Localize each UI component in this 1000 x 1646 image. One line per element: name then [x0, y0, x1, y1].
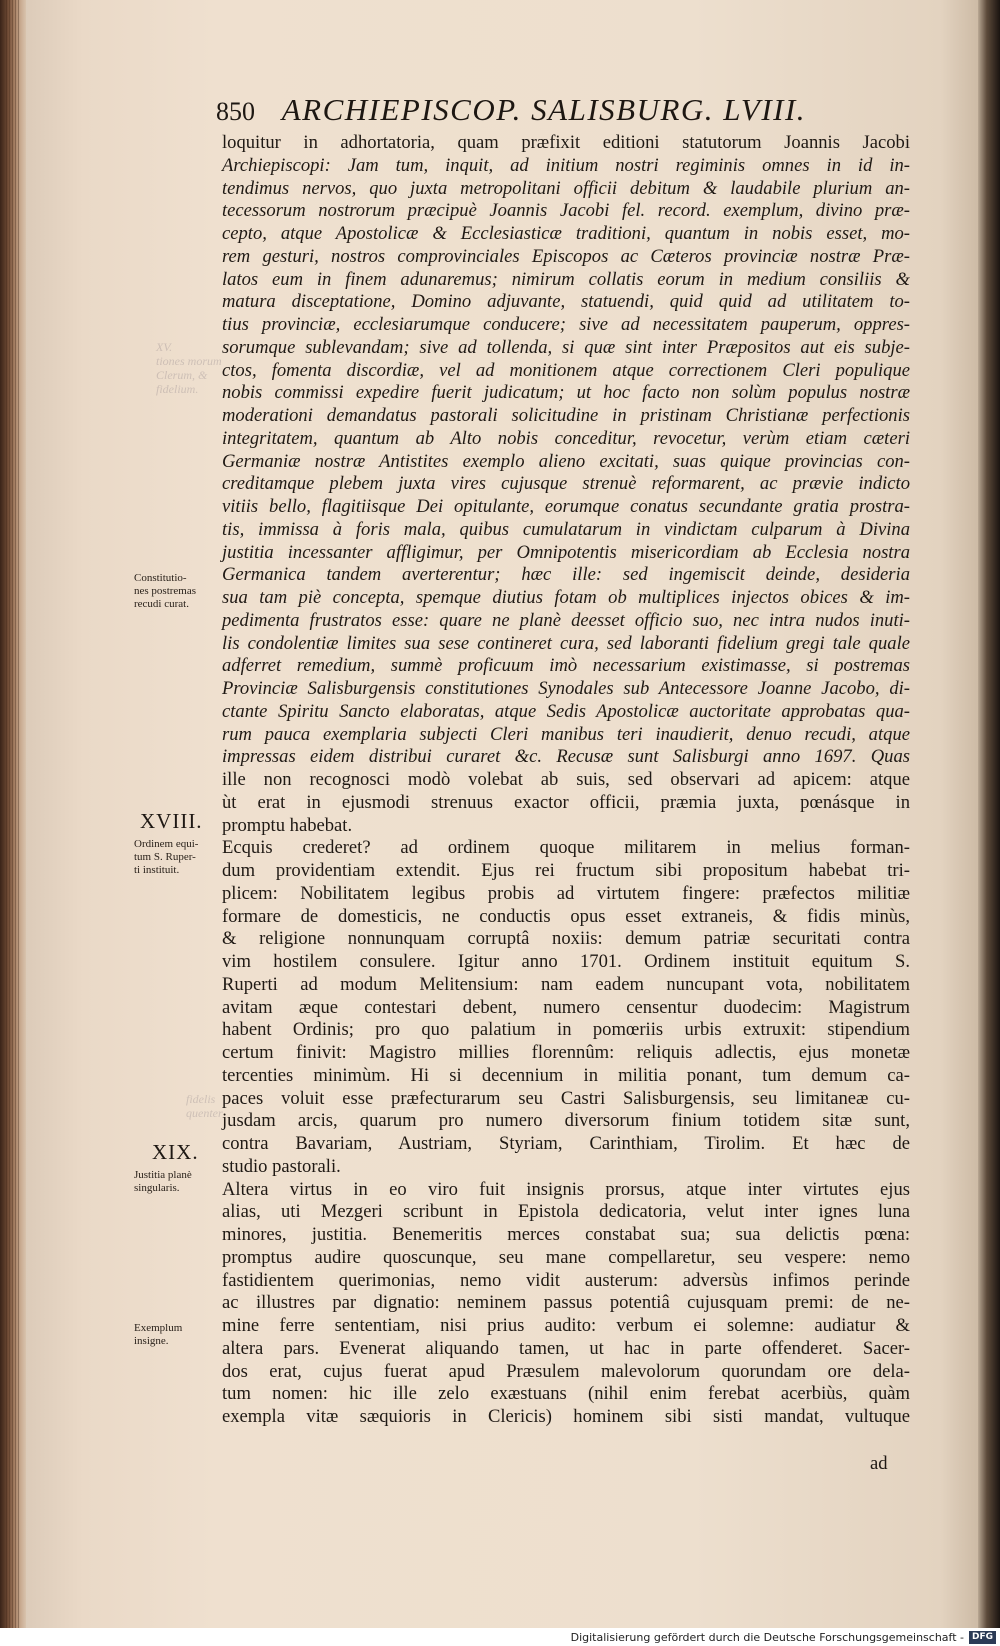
margin-note-line: Ordinem equi-	[134, 838, 199, 850]
text-line: tendimus nervos, quo juxta metropolitani officii debitum & laudabile plurium an-	[222, 177, 910, 199]
bleed-through-text: fidelis quenter	[186, 1092, 223, 1120]
text-line: impressas eidem distribui curaret &c. Recusæ sunt Salisburgi anno 1697. Quas	[222, 746, 910, 768]
text-line: lis condolentiæ limites sua sese contineret cura, sed laboranti fidelium gregi tale quale	[222, 632, 910, 654]
text-line: justitia incessanter affligimur, per Omnipotentis misericordiam ab Ecclesia nostra	[222, 541, 910, 563]
text-line: certum finivit: Magistro millies florennûm: reliquis adlectis, ejus monetæ	[222, 1042, 910, 1063]
text-line: Germanica tandem averterentur; hæc ille: sed ingemiscit deinde, desideria	[222, 564, 910, 586]
margin-note-line: tum S. Ruper-	[134, 851, 196, 863]
catchword: ad	[870, 1453, 888, 1474]
text-line: Germaniæ nostræ Antistites exemplo alieno excitati, suas quique provincias con-	[222, 450, 910, 472]
margin-note-line: recudi curat.	[134, 598, 189, 610]
dfg-logo-icon: DFG	[969, 1631, 996, 1644]
margin-note-line: singularis.	[134, 1182, 180, 1194]
margin-note-line: insigne.	[134, 1335, 169, 1347]
text-line: dos erat, cujus fuerat apud Præsulem malevolorum quorundam ore dela-	[222, 1360, 910, 1382]
text-line: tius provinciæ, ecclesiarumque conducere; sive ad necessitatem pauperum, oppres-	[222, 314, 910, 335]
footer-bar	[0, 1628, 1000, 1646]
margin-note-line: Exemplum	[134, 1322, 183, 1334]
text-line: tercenties minimùm. Hi si decennium in militia ponant, tum demum ca-	[222, 1064, 910, 1086]
margin-note-line: ti instituit.	[134, 864, 180, 876]
text-line: rem gesturi, nostros comprovinciales Episcopos ac Cæteros provinciæ nostræ Præ-	[222, 245, 910, 267]
text-line: Altera virtus in eo viro fuit insignis prorsus, atque inter virtutes ejus	[222, 1178, 910, 1200]
margin-note-line: Justitia planè	[134, 1169, 192, 1181]
text-line: matura disceptatione, Domino adjuvante, statuendi, quid quid ad utilitatem to-	[222, 291, 910, 313]
text-line: mine ferre sententiam, nisi prius audito: verbum ei solemne: audiatur &	[222, 1315, 910, 1336]
running-header	[216, 92, 816, 132]
bleed-through-text: XV. tiones morum Clerum, & fidelium.	[156, 340, 222, 396]
text-line: dum providentiam extendit. Ejus rei fructum sibi propositum habebat tri-	[222, 860, 910, 881]
text-line: Provinciæ Salisburgensis constitutiones Synodales sub Antecessore Joanne Jacobo, di-	[222, 678, 910, 699]
text-line: contra Bavariam, Austriam, Styriam, Carinthiam, Tirolim. Et hæc de	[222, 1133, 910, 1154]
text-line: nobis commissi expedire fuerit judicatum; ut hoc facto non solùm populus nostræ	[222, 382, 910, 404]
text-line: loquitur in adhortatoria, quam præfixit editioni statutorum Joannis Jacobi	[222, 132, 910, 153]
section-numeral-xviii: XVIII.	[140, 809, 203, 833]
text-line: ctante Spiritu Sancto elaboratas, atque Sedis Apostolicæ auctoritate approbatas qua-	[222, 700, 910, 722]
margin-note-ordinem	[134, 838, 198, 877]
text-line: paces voluit esse præfecturarum seu Castri Salisburgensis, seu limitaneæ cu-	[222, 1087, 910, 1109]
body-text	[222, 132, 910, 1429]
text-line: Ecquis crederet? ad ordinem quoque militarem in melius forman-	[222, 837, 910, 859]
text-line: Archiepiscopi: Jam tum, inquit, ad initium nostri regiminis omnes in id in-	[222, 154, 910, 176]
text-line: vim hostilem consulere. Igitur anno 1701. Ordinem instituit equitum S.	[222, 951, 910, 972]
text-line: & religione nonnunquam corruptâ noxiis: demum patriæ securitati contra	[222, 928, 910, 950]
margin-note-exemplum	[134, 1322, 182, 1348]
binding-texture	[6, 0, 20, 1646]
margin-note-justitia	[134, 1169, 192, 1195]
text-line: creditamque plebem juxta vires cujusque strenuè reformarent, ac prævie indicto	[222, 473, 910, 495]
margin-note-constitutiones	[134, 572, 196, 611]
text-line: ctos, fomenta discordiæ, vel ad monitionem atque correctionem Cleri populique	[222, 359, 910, 381]
text-line: ùt erat in ejusmodi strenuus exactor officii, præmia juxta, pœnásque in	[222, 791, 910, 813]
text-line: tecessorum nostrorum præcipuè Joannis Jacobi fel. record. exemplum, divino præ-	[222, 200, 910, 222]
text-line: adferret remedium, summè proficuum imò necessarium existimasse, si postremas	[222, 655, 910, 677]
text-line: ac illustres par dignatio: neminem passus potentiâ cujusquam premi: de ne-	[222, 1292, 910, 1314]
text-line: minores, justitia. Benemeritis merces constabat sua; sua delictis pœna:	[222, 1224, 910, 1245]
text-line: sorumque sublevandam; sive ad tollenda, si quæ sint inter Præpositos aut eis subje-	[222, 336, 910, 358]
text-line: promptus audire quoscunque, seu mane compellaretur, seu vespere: nemo	[222, 1246, 910, 1268]
text-line: fastidientem querimonias, nemo vidit austerum: adversùs infimos perinde	[222, 1269, 910, 1291]
text-line: tum nomen: hic ille zelo exæstuans (nihil enim ferebat acerbiùs, quàm	[222, 1383, 910, 1405]
page-right-edge	[978, 0, 1000, 1646]
text-line: integritatem, quantum ab Alto nobis conceditur, revocetur, verùm etiam cæteri	[222, 427, 910, 449]
text-line: avitam æque contestari debent, numero censentur duodecim: Magistrum	[222, 996, 910, 1018]
text-line: habent Ordinis; pro quo palatium in pomœriis urbis extruxit: stipendium	[222, 1019, 910, 1041]
running-title: ARCHIEPISCOP. SALISBURG. LVIII.	[281, 92, 807, 127]
text-line: exempla vitæ sæquioris in Clericis) hominem sibi sisti mandat, vultuque	[222, 1406, 910, 1427]
text-line: pedimenta frustratos esse: quare ne planè deesset officio suo, nec intra nudos inuti-	[222, 609, 910, 631]
margin-note-line: nes postremas	[134, 585, 197, 597]
text-line: sua tam piè concepta, spemque diutius fotam ob multiplices injectos obices & im-	[222, 587, 910, 608]
page-number: 850	[216, 97, 255, 126]
text-line: alias, uti Mezgeri scribunt in Epistola dedicatoria, velut inter ignes luna	[222, 1201, 910, 1223]
text-line: latos eum in finem adunaremus; nimirum collatis eorum in medium consiliis &	[222, 268, 910, 290]
text-line: rum pauca exemplaria subjecti Cleri manibus teri inaudierit, denuo recudi, atque	[222, 723, 910, 745]
text-line: formare de domesticis, ne conductis opus esset extraneis, & fidis minùs,	[222, 905, 910, 927]
text-line: vitiis bello, flagitiisque Dei opitulante, eorumque conatus secundante gratia prostra-	[222, 496, 910, 517]
text-line: plicem: Nobilitatem legibus probis ad virtutem fingere: præfectos militiæ	[222, 882, 910, 904]
section-numeral-xix: XIX.	[152, 1140, 199, 1164]
footer-credit: Digitalisierung gefördert durch die Deutsche Forschungsgemeinschaft -	[570, 1631, 964, 1644]
text-line: moderationi demandatus pastorali solicitudine in pristinam Christianæ perfectionis	[222, 405, 910, 426]
text-line: jusdam arcis, quarum pro numero diversorum finium totidem sitæ sunt,	[222, 1110, 910, 1132]
text-line: tis, immissa à foris mala, quibus cumulatarum in vindictam culparum à Divina	[222, 518, 910, 540]
text-line: cepto, atque Apostolicæ & Ecclesiasticæ traditioni, quantum in nobis esset, mo-	[222, 223, 910, 244]
text-line: studio pastorali.	[222, 1155, 341, 1177]
book-binding	[0, 0, 26, 1646]
text-line: ille non recognosci modò volebat ab suis, sed observari ad apicem: atque	[222, 769, 910, 790]
margin-note-line: Constitutio-	[134, 572, 187, 584]
text-line: Ruperti ad modum Melitensium: nam eadem nuncupant vota, nobilitatem	[222, 973, 910, 995]
text-line: promptu habebat.	[222, 814, 353, 836]
text-line: altera pars. Evenerat aliquando tamen, ut hac in parte offenderet. Sacer-	[222, 1337, 910, 1359]
